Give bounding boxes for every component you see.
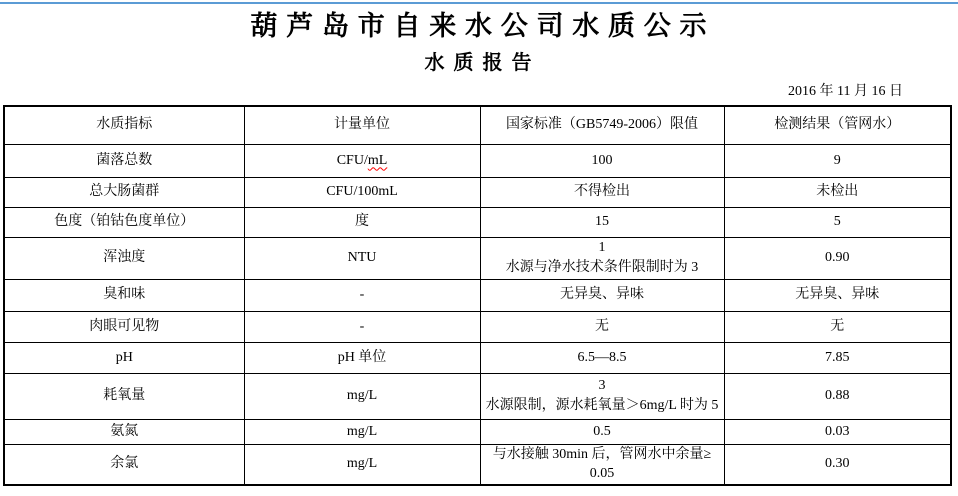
cell-result: 0.03: [724, 419, 951, 444]
cell-indicator: pH: [4, 342, 244, 373]
standard-line: 6.5—8.5: [577, 349, 627, 365]
unit-text: CFU/: [336, 152, 368, 168]
table-row: [4, 144, 951, 177]
standard-line: 1: [598, 240, 606, 256]
table-row: [4, 444, 951, 485]
cell-indicator: 臭和味: [4, 279, 244, 311]
cell-unit: mg/L: [244, 419, 480, 444]
cell-unit: mg/L: [244, 373, 480, 419]
standard-line: 与水接触 30min 后，管网水中余量≥: [492, 446, 712, 462]
cell-result: 7.85: [724, 342, 951, 373]
table-row: [4, 342, 951, 373]
cell-indicator: 浑浊度: [4, 237, 244, 279]
cell-result: 0.90: [724, 237, 951, 279]
table-row: [4, 373, 951, 419]
report-subtitle: 水 质 报 告: [424, 52, 534, 74]
cell-standard: [480, 177, 724, 207]
cell-indicator: 氨氮: [4, 419, 244, 444]
standard-line: 水源与净水技术条件限制时为 3: [505, 260, 699, 275]
standard-line: 0.5: [593, 423, 611, 439]
cell-indicator: 耗氧量: [4, 373, 244, 419]
cell-standard: [480, 207, 724, 237]
cell-result: 0.88: [724, 373, 951, 419]
standard-line: 15: [595, 214, 609, 230]
cell-result: 无: [724, 311, 951, 342]
standard-line: 100: [591, 152, 613, 168]
header-result: 检测结果（管网水）: [724, 106, 951, 144]
cell-unit: -: [244, 311, 480, 342]
cell-indicator: 余氯: [4, 444, 244, 485]
header-indicator: 水质指标: [4, 106, 244, 144]
cell-standard: [480, 342, 724, 373]
cell-standard: [480, 311, 724, 342]
table-row: [4, 237, 951, 279]
cell-unit: CFU/100mL: [244, 177, 480, 207]
cell-indicator: 菌落总数: [4, 144, 244, 177]
cell-result: 5: [724, 207, 951, 237]
cell-standard: [480, 144, 724, 177]
table-row: [4, 419, 951, 444]
cell-standard: [480, 237, 724, 279]
cell-indicator: 肉眼可见物: [4, 311, 244, 342]
water-quality-table: [3, 105, 952, 486]
standard-line: 水源限制，源水耗氧量＞6mg/L 时为 5: [485, 398, 719, 413]
page-title: 葫 芦 岛 市 自 来 水 公 司 水 质 公 示: [250, 11, 708, 41]
cell-result: 9: [724, 144, 951, 177]
table-row: [4, 177, 951, 207]
standard-line: 无异臭、异味: [560, 287, 644, 303]
cell-standard: [480, 419, 724, 444]
cell-unit: [244, 144, 480, 177]
report-date: 2016 年 11 月 16 日: [788, 84, 903, 99]
cell-standard: [480, 279, 724, 311]
cell-result: 无异臭、异味: [724, 279, 951, 311]
table-row: [4, 207, 951, 237]
cell-standard: [480, 444, 724, 485]
spellcheck-underlined-text: mL: [367, 152, 388, 168]
standard-line: 无: [595, 318, 609, 334]
standard-line: 不得检出: [574, 184, 630, 200]
cell-standard: [480, 373, 724, 419]
table-row: [4, 311, 951, 342]
cell-unit: NTU: [244, 237, 480, 279]
cell-indicator: 色度（铂钴色度单位）: [4, 207, 244, 237]
header-standard: 国家标准（GB5749-2006）限值: [480, 106, 724, 144]
table-row: [4, 279, 951, 311]
cell-result: 未检出: [724, 177, 951, 207]
standard-line: 0.05: [589, 466, 615, 482]
cell-unit: -: [244, 279, 480, 311]
header-unit: 计量单位: [244, 106, 480, 144]
cell-unit: mg/L: [244, 444, 480, 485]
cell-unit: 度: [244, 207, 480, 237]
cell-result: 0.30: [724, 444, 951, 485]
cell-unit: pH 单位: [244, 342, 480, 373]
cell-indicator: 总大肠菌群: [4, 177, 244, 207]
standard-line: 3: [598, 378, 606, 394]
table-header-row: [4, 106, 951, 144]
